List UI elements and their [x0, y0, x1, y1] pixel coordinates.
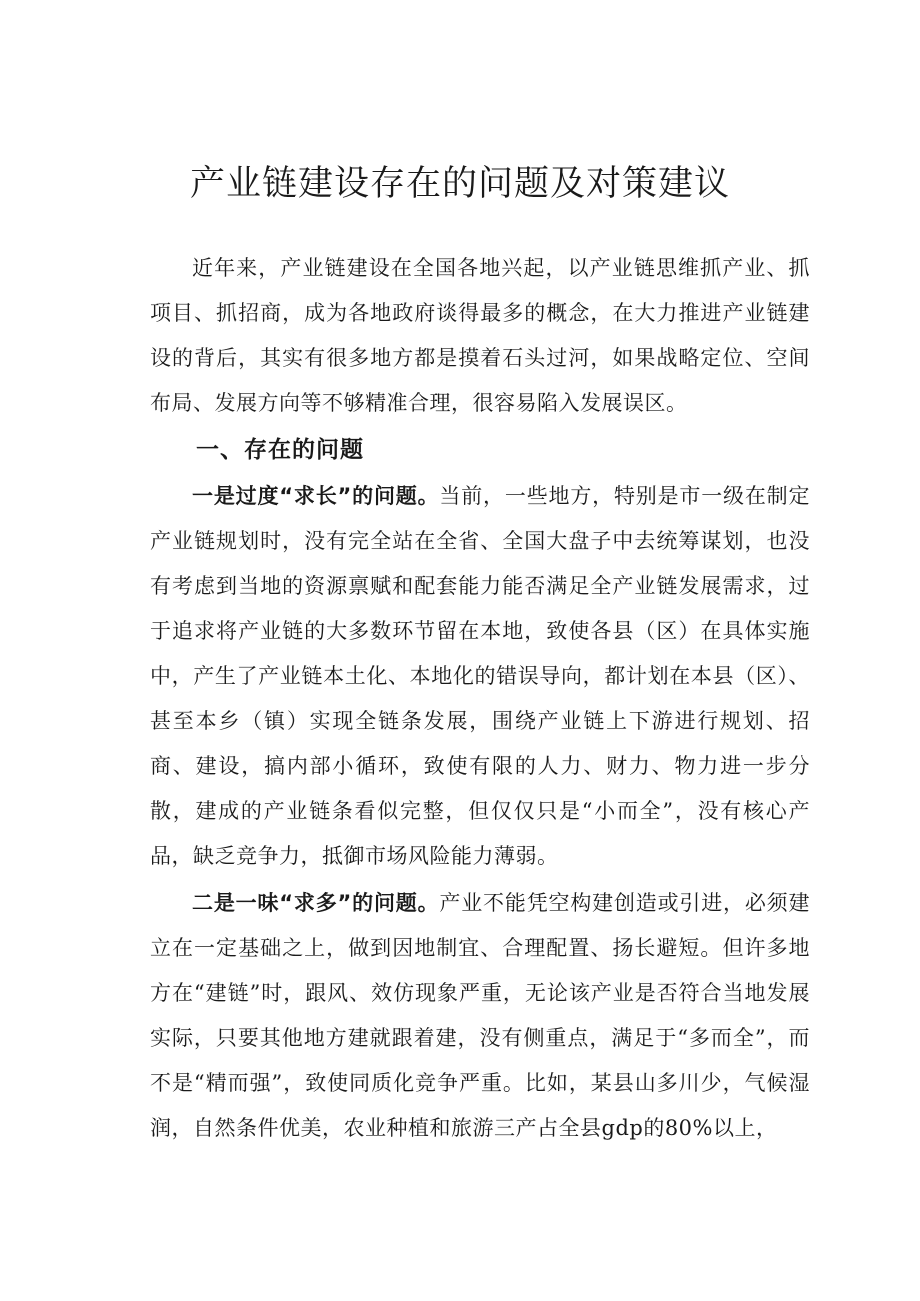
point-text-1: 当前，一些地方，特别是市一级在制定产业链规划时，没有完全站在全省、全国大盘子中去统筹谋划，也没有考虑到当地的资源禀赋和配套能力能否满足全产业链发展需求，过于追求将产业链的大多数环节留在本地，致使各县（区）在具体实施中，产生了产业链本土化、本地化的错误导向，都计划在本县（区）、甚至本乡（镇）实现全链条发展，围绕产业链上下游进行规划、招商、建设，搞内部小循环，致使有限的人力、财力、物力进一步分散，建成的产业链条看似完整，但仅仅只是“小而全”，没有核心产品，缺乏竞争力，抵御市场风险能力薄弱。: [150, 484, 811, 868]
point-paragraph-2: [150, 881, 810, 1151]
section-heading: 一、存在的问题: [196, 437, 364, 463]
document-body: [150, 246, 810, 1151]
point-lead-2: 二是一味“求多”的问题。: [192, 891, 440, 915]
document-title: 产业链建设存在的问题及对策建议: [189, 164, 730, 204]
intro-paragraph: 近年来，产业链建设在全国各地兴起，以产业链思维抓产业、抓项目、抓招商，成为各地政府谈得最多的概念，在大力推进产业链建设的背后，其实有很多地方都是摸着石头过河，如果战略定位、空间布局、发展方向等不够精准合理，很容易陷入发展误区。: [150, 256, 810, 415]
point-text-2: 产业不能凭空构建创造或引进，必须建立在一定基础之上，做到因地制宜、合理配置、扬长避短。但许多地方在“建链”时，跟风、效仿现象严重，无论该产业是否符合当地发展实际，只要其他地方建就跟着建，没有侧重点，满足于“多而全”，而不是“精而强”，致使同质化竞争严重。比如，某县山多川少，气候湿润，自然条件优美，农业种植和旅游三产占全县gdp的80%以上，: [150, 891, 811, 1140]
point-paragraph-1: [150, 474, 810, 879]
point-lead-1: 一是过度“求长”的问题。: [192, 484, 440, 508]
